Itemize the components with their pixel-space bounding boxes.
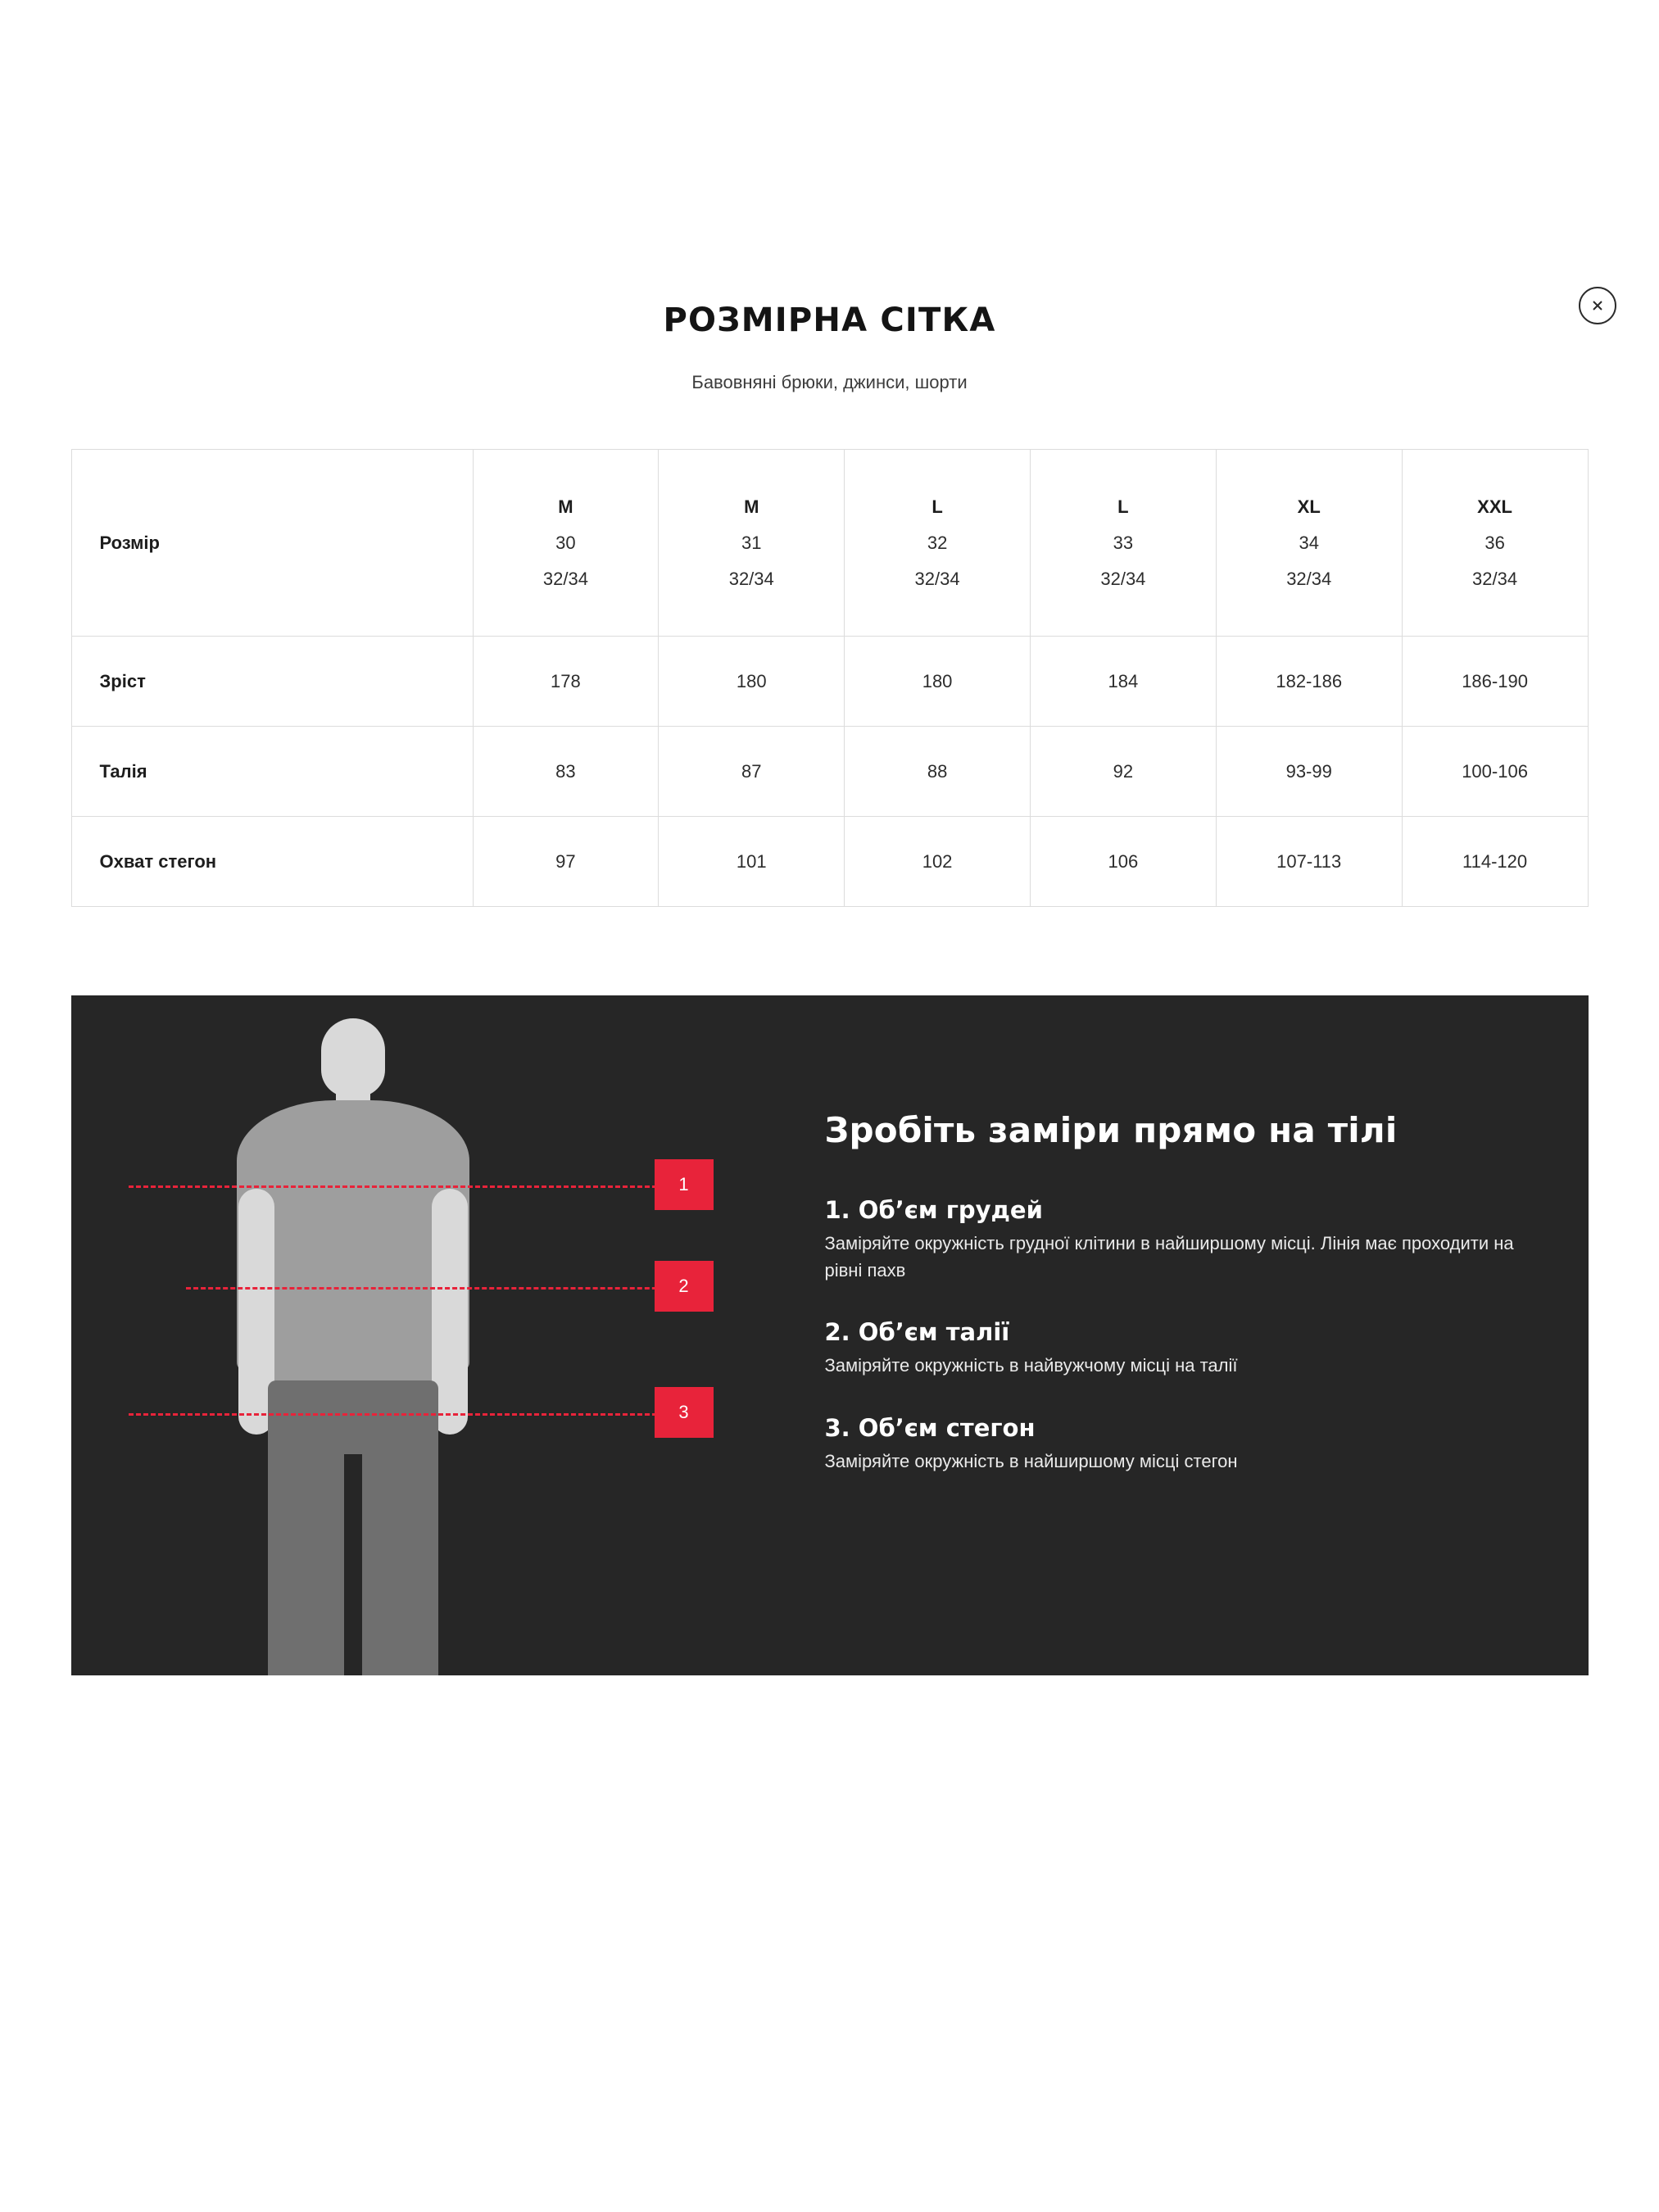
table-cell: 114-120 xyxy=(1402,817,1588,907)
column-letter: L xyxy=(931,496,943,517)
column-inseam: 32/34 xyxy=(1472,568,1518,589)
table-cell: 106 xyxy=(1030,817,1216,907)
table-cell: 182-186 xyxy=(1216,637,1402,727)
table-cell: 180 xyxy=(845,637,1031,727)
column-number: 30 xyxy=(555,532,576,553)
table-cell: 107-113 xyxy=(1216,817,1402,907)
page-title: РОЗМІРНА СІТКА xyxy=(663,301,996,339)
size-table xyxy=(71,449,1589,907)
table-cell: 100-106 xyxy=(1402,727,1588,817)
modal-subtitle: Бавовняні брюки, джинси, шорти xyxy=(691,372,968,392)
table-cell: 178 xyxy=(473,637,659,727)
row-label: Талія xyxy=(71,727,473,817)
table-cell: 97 xyxy=(473,817,659,907)
column-letter: M xyxy=(558,496,573,517)
table-header-row xyxy=(71,450,1588,637)
table-cell: 92 xyxy=(1030,727,1216,817)
table-cell: 87 xyxy=(659,727,845,817)
table-cell: 186-190 xyxy=(1402,637,1588,727)
column-number: 33 xyxy=(1113,532,1134,553)
column-number: 32 xyxy=(927,532,948,553)
body-figure-illustration xyxy=(178,995,522,1675)
table-cell: 101 xyxy=(659,817,845,907)
size-table-container xyxy=(71,449,1589,907)
table-column-header xyxy=(1402,450,1588,637)
marker-1: 1 xyxy=(655,1159,714,1210)
instructions-text xyxy=(825,1110,1546,1509)
step-title: 3. Об’єм стегон xyxy=(824,1413,1036,1442)
step-title: 2. Об’єм талії xyxy=(824,1318,1010,1347)
waist-measure-line xyxy=(186,1287,694,1290)
table-corner-label: Розмір xyxy=(71,450,473,637)
step-title: 1. Об’єм грудей xyxy=(824,1196,1043,1224)
instruction-step xyxy=(825,1196,1546,1284)
modal-header xyxy=(0,0,1659,393)
table-cell: 88 xyxy=(845,727,1031,817)
column-number: 31 xyxy=(741,532,762,553)
table-cell: 184 xyxy=(1030,637,1216,727)
row-label: Зріст xyxy=(71,637,473,727)
step-description: Заміряйте окружність грудної клітини в найширшому місці. Лінія має проходити на рівні пахв xyxy=(824,1233,1514,1281)
column-letter: L xyxy=(1117,496,1129,517)
column-inseam: 32/34 xyxy=(542,568,588,589)
table-row xyxy=(71,727,1588,817)
chest-measure-line xyxy=(129,1185,694,1188)
measure-instructions-panel xyxy=(71,995,1589,1675)
row-label: Охват стегон xyxy=(71,817,473,907)
column-inseam: 32/34 xyxy=(914,568,960,589)
figure-shirt-hem xyxy=(268,1241,438,1402)
table-column-header xyxy=(473,450,659,637)
table-cell: 180 xyxy=(659,637,845,727)
column-number: 34 xyxy=(1299,532,1319,553)
marker-3: 3 xyxy=(655,1387,714,1438)
table-row xyxy=(71,817,1588,907)
table-cell: 102 xyxy=(845,817,1031,907)
instruction-step xyxy=(825,1414,1546,1475)
step-description: Заміряйте окружність в найвужчому місці на талії xyxy=(824,1355,1238,1376)
table-column-header xyxy=(1030,450,1216,637)
table-column-header xyxy=(1216,450,1402,637)
close-glyph xyxy=(1588,296,1607,315)
column-inseam: 32/34 xyxy=(1286,568,1332,589)
column-inseam: 32/34 xyxy=(728,568,774,589)
table-column-header xyxy=(659,450,845,637)
table-row xyxy=(71,637,1588,727)
step-description: Заміряйте окружність в найширшому місці стегон xyxy=(824,1450,1238,1471)
column-letter: XL xyxy=(1297,496,1321,517)
marker-2: 2 xyxy=(655,1261,714,1312)
table-cell: 93-99 xyxy=(1216,727,1402,817)
instructions-heading: Зробіть заміри прямо на тілі xyxy=(824,1110,1398,1150)
table-cell: 83 xyxy=(473,727,659,817)
close-icon[interactable] xyxy=(1579,287,1616,324)
column-letter: XXL xyxy=(1477,496,1512,517)
column-inseam: 32/34 xyxy=(1100,568,1146,589)
instruction-step xyxy=(825,1318,1546,1380)
figure-leg-gap xyxy=(344,1454,362,1675)
table-column-header xyxy=(845,450,1031,637)
column-letter: M xyxy=(744,496,759,517)
column-number: 36 xyxy=(1484,532,1505,553)
hips-measure-line xyxy=(129,1413,694,1416)
